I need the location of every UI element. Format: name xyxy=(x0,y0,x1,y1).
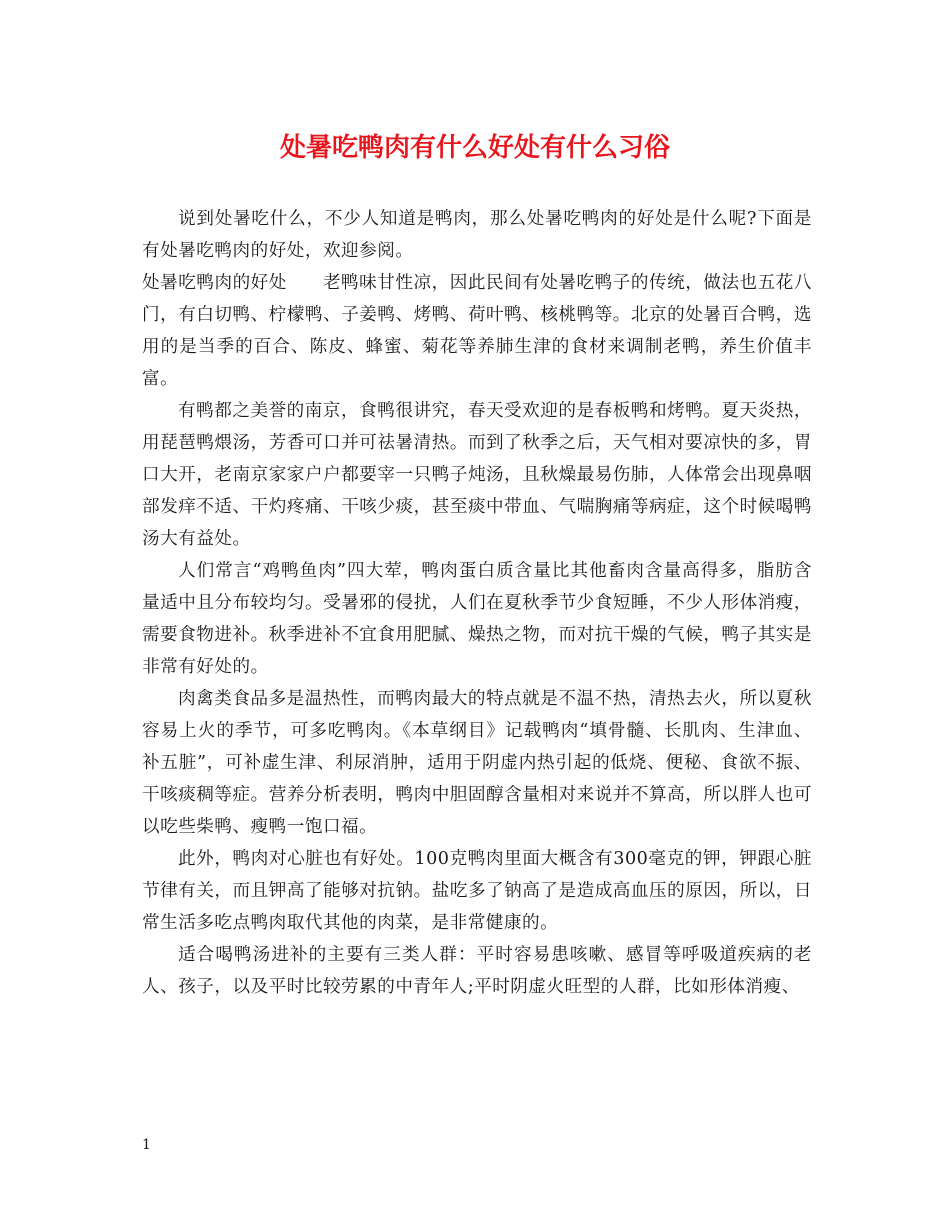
body-paragraph: 有鸭都之美誉的南京，食鸭很讲究，春天受欢迎的是春板鸭和烤鸭。夏天炎热，用琵琶鸭煨汤，芳香可口并可祛暑清热。而到了秋季之后，天气相对要凉快的多，胃口大开，老南京家家户户都要宰一只鸭子炖汤，且秋燥最易伤肺，人体常会出现鼻咽部发痒不适、干灼疼痛、干咳少痰，甚至痰中带血、气喘胸痛等病症，这个时候喝鸭汤大有益处。 xyxy=(142,401,812,549)
document-body xyxy=(142,203,812,1003)
page-number: 1 xyxy=(142,1137,151,1153)
document-title: 处暑吃鸭肉有什么好处有什么习俗 xyxy=(279,133,670,163)
body-paragraph: 适合喝鸭汤进补的主要有三类人群：平时容易患咳嗽、感冒等呼吸道疾病的老人、孩子，以及平时比较劳累的中青年人;平时阴虚火旺型的人群，比如形体消瘦、 xyxy=(142,945,812,997)
body-paragraph: 肉禽类食品多是温热性，而鸭肉最大的特点就是不温不热，清热去火，所以夏秋容易上火的季节，可多吃鸭肉。《本草纲目》记载鸭肉“填骨髓、长肌肉、生津血、补五脏”，可补虚生津、利尿消肿，适用于阴虚内热引起的低烧、便秘、食欲不振、干咳痰稠等症。营养分析表明，鸭肉中胆固醇含量相对来说并不算高，所以胖人也可以吃些柴鸭、瘦鸭一饱口福。 xyxy=(142,689,812,837)
intro-paragraph: 说到处暑吃什么，不少人知道是鸭肉，那么处暑吃鸭肉的好处是什么呢?下面是有处暑吃鸭肉的好处，欢迎参阅。 xyxy=(142,209,812,261)
body-paragraph: 人们常言“鸡鸭鱼肉”四大荤，鸭肉蛋白质含量比其他畜肉含量高得多，脂肪含量适中且分布较均匀。受暑邪的侵扰，人们在夏秋季节少食短睡，不少人形体消瘦，需要食物进补。秋季进补不宜食用肥腻、燥热之物，而对抗干燥的气候，鸭子其实是非常有好处的。 xyxy=(142,561,812,677)
section-first-text: 老鸭味甘性凉，因此民间有处暑吃鸭子的传统，做法也五花八门，有白切鸭、柠檬鸭、子姜鸭、烤鸭、荷叶鸭、核桃鸭等。北京的处暑百合鸭，选用的是当季的百合、陈皮、蜂蜜、菊花等养肺生津的食材来调制老鸭，养生价值丰富。 xyxy=(142,273,812,389)
section-paragraph xyxy=(142,267,812,395)
body-paragraph: 此外，鸭肉对心脏也有好处。100克鸭肉里面大概含有300毫克的钾，钾跟心脏节律有关，而且钾高了能够对抗钠。盐吃多了钠高了是造成高血压的原因，所以，日常生活多吃点鸭肉取代其他的肉菜，是非常健康的。 xyxy=(142,849,812,933)
section-heading: 处暑吃鸭肉的好处 xyxy=(142,273,287,293)
